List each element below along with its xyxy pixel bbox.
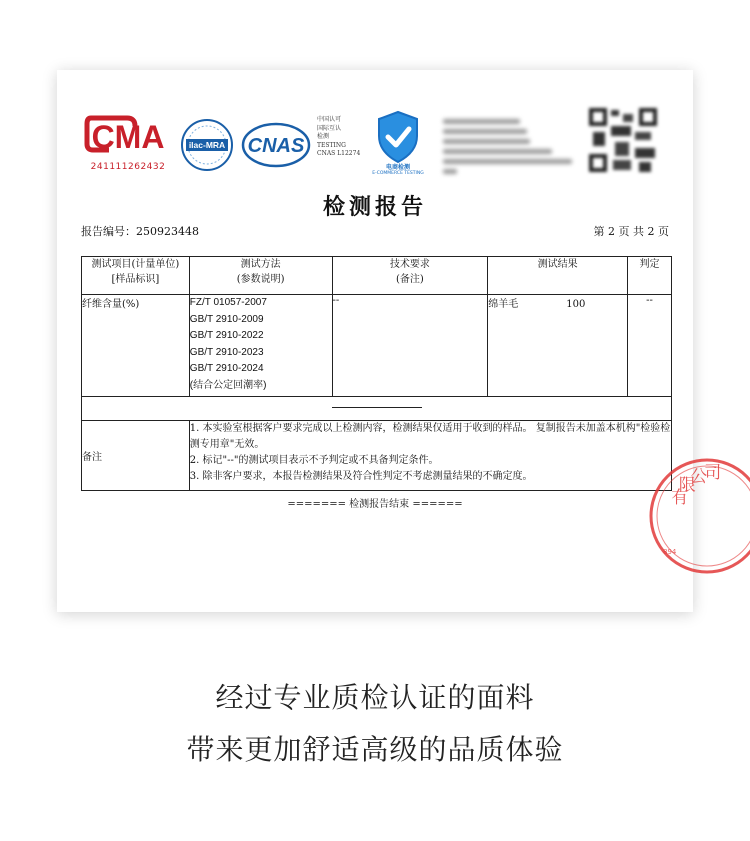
table-header-row bbox=[82, 257, 672, 295]
ecommerce-testing-label: 电商检测 bbox=[385, 164, 410, 171]
result-cell: 绵羊毛 100 bbox=[488, 295, 628, 397]
notes-row bbox=[82, 421, 672, 491]
page-info: 第 2 页 共 2 页 bbox=[593, 225, 669, 238]
caption-line-1: 经过专业质检认证的面料 bbox=[215, 681, 535, 714]
header-result: 测试结果 bbox=[488, 257, 628, 295]
cma-text: CMA bbox=[91, 119, 165, 155]
notes-cell: 1. 本实验室根据客户要求完成以上检测内容，检测结果仅适用于收到的样品。 复制报告未加盖本机构"检验检测专用章"无效。 2. 标记"--"的测试项目表示不予判定或不具备判定条件。 3. 除非客户要求，本报告检测结果及符合性判定不考虑测量结果的不确定度。 bbox=[189, 421, 671, 491]
qr-code bbox=[587, 106, 659, 174]
stamp-char-3: 司 bbox=[704, 463, 725, 484]
empty-row bbox=[82, 397, 672, 421]
header-test-method: 测试方法 (参数说明) bbox=[189, 257, 332, 295]
table-row bbox=[82, 295, 672, 397]
divider-line bbox=[332, 407, 422, 408]
header-test-item: 测试项目(计量单位) [样品标识] bbox=[82, 257, 190, 295]
shield-check-icon bbox=[375, 110, 421, 164]
cma-number: 241111262432 bbox=[90, 162, 166, 172]
test-item-cell: 纤维含量(%) bbox=[82, 295, 190, 397]
results-table bbox=[81, 256, 672, 491]
requirement-cell: -- bbox=[332, 295, 488, 397]
ilac-mra-logo bbox=[180, 118, 234, 172]
stamp-char-2: 公 bbox=[690, 466, 711, 487]
notes-label: 备注 bbox=[82, 421, 190, 491]
stamp-number: 894 bbox=[663, 548, 677, 556]
stamp-char-0: 有 bbox=[671, 488, 692, 508]
stamp-char bbox=[671, 463, 724, 508]
company-stamp bbox=[633, 452, 725, 580]
ilac-text: ilac-MRA bbox=[188, 140, 226, 150]
report-end-marker: ======= 检测报告结束 ====== bbox=[287, 499, 463, 510]
cnas-logo bbox=[241, 122, 311, 168]
header-judgement: 判定 bbox=[628, 257, 672, 295]
test-methods-cell: FZ/T 01057-2007 GB/T 2910-2009 GB/T 2910-2022 GB/T 2910-2023 GB/T 2910-2024 (结合公定回潮率) bbox=[189, 295, 332, 397]
caption-line-2: 带来更加舒适高级的品质体验 bbox=[186, 733, 564, 766]
blurred-contact-info bbox=[443, 114, 583, 174]
ecommerce-testing-label-en: E-COMMERCE TESTING bbox=[372, 171, 424, 176]
report-card bbox=[57, 70, 725, 612]
report-title: 检测报告 bbox=[322, 194, 427, 220]
judgement-cell: -- bbox=[628, 295, 672, 397]
report-number: 报告编号：250923448 bbox=[81, 225, 199, 238]
header-requirement: 技术要求 (备注) bbox=[332, 257, 488, 295]
stamp-char-1: 限 bbox=[678, 475, 699, 496]
cnas-caption: 中国认可 国际互认 检测 TESTING CNAS L12274 bbox=[317, 116, 361, 157]
cnas-text: CNAS bbox=[247, 135, 305, 157]
